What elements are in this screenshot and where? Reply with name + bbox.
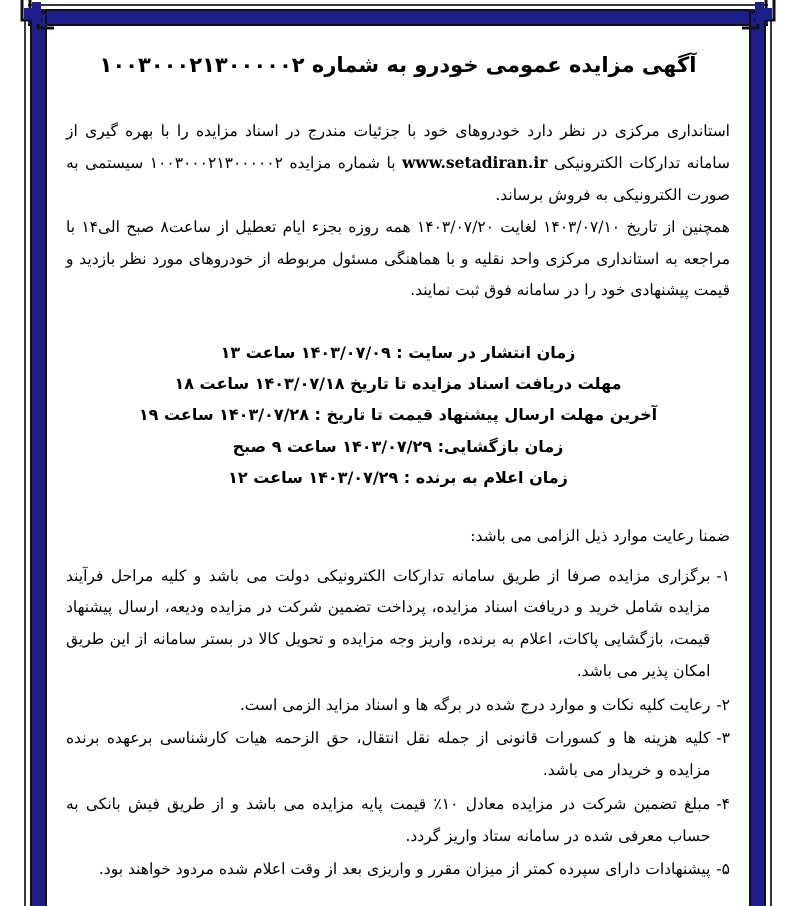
conditions-list xyxy=(58,561,738,887)
setadiran-website-link[interactable]: www.setadiran.ir xyxy=(402,153,548,173)
list-item-marker: ۱- xyxy=(716,566,730,585)
list-item-text: برگزاری مزایده صرفا از طریق سامانه تدارکات الکترونیکی دولت می باشد و کلیه مراحل فرآیند مزایده شامل خرید و دریافت اسناد مزایده، پرداخت تضمین شرکت در مزایده ودیعه، ارسال پیشنهاد قیمت، بازگشایی پاکات، اعلام به برنده، واریز وجه مزایده و تحویل کالا در بستر سامانه از این طریق امکان پذیر می باشد. xyxy=(66,566,711,680)
frame-top-hairline xyxy=(28,4,768,6)
intro-paragraph-part-b: با شماره مزایده ۱۰۰۳۰۰۰۲۱۳۰۰۰۰۰۲ سیستمی به صورت الکترونیکی به فروش برساند. xyxy=(66,154,730,205)
list-item xyxy=(66,854,730,886)
schedule-item-opening: زمان بازگشایی: ۱۴۰۳/۰۷/۲۹ ساعت ۹ صبح xyxy=(232,436,564,456)
list-item-text: رعایت کلیه نکات و موارد درج شده در برگه ها و اسناد مزاید الزمی است. xyxy=(239,695,711,714)
list-item-text: مبلغ تضمین شرکت در مزایده معادل ۱۰٪ قیمت پایه مزایده می باشد و از طریق فیش بانکی به حساب معرفی شده در سامانه ستاد واریز گردد. xyxy=(66,794,711,845)
list-item xyxy=(66,723,730,787)
frame-right-hairline xyxy=(770,9,772,906)
corner-ornament-top-right-icon xyxy=(734,0,780,44)
corner-ornament-top-left-icon xyxy=(16,0,62,44)
frame-top-bar xyxy=(28,9,768,26)
list-item-text: کلیه هزینه ها و کسورات قانونی از جمله نقل انتقال، حق الزحمه هیات کارشناسی برعهده برنده مزایده و خریدار می باشد. xyxy=(66,729,711,780)
list-item-marker: ۳- xyxy=(716,729,730,748)
document-content xyxy=(58,26,738,888)
intro-paragraph-part-a: استانداری مرکزی در نظر دارد خودروهای خود با جزئیات مندرج در اسناد مزایده را با بهره گیری از سامانه تدارکات الکترونیکی xyxy=(66,121,731,173)
list-item xyxy=(66,690,730,722)
page-title: آگهی مزایده عمومی خودرو به شماره ۱۰۰۳۰۰۰۲۱۳۰۰۰۰۰۲ xyxy=(99,53,697,77)
list-item-marker: ۲- xyxy=(716,695,730,714)
intro-paragraph xyxy=(58,116,738,212)
schedule-item-publish: زمان انتشار در سایت : ۱۴۰۳/۰۷/۰۹ ساعت ۱۳ xyxy=(220,343,576,363)
schedule-item-documents: مهلت دریافت اسناد مزایده تا تاریخ ۱۴۰۳/۰۷/۱۸ ساعت ۱۸ xyxy=(174,374,622,394)
list-item-marker: ۵- xyxy=(716,860,730,879)
frame-left-hairline xyxy=(24,9,26,906)
frame-right-bar xyxy=(749,9,766,906)
list-item-marker: ۴- xyxy=(716,794,730,813)
visit-period-paragraph: همچنین از تاریخ ۱۴۰۳/۰۷/۱۰ لغایت ۱۴۰۳/۰۷/۲۰ همه روزه بجزء ایام تعطیل از ساعت۸ صبح الی۱۴ با مراجعه به استانداری مرکزی واحد نقلیه و با هماهنگی مسئول مربوطه از خودروهای مورد نظر بازدید و قیمت پیشنهادی خود را در سامانه فوق ثبت نمایند. xyxy=(66,217,730,300)
list-item xyxy=(66,789,730,853)
schedule-list xyxy=(58,337,738,493)
list-item-text: پیشنهادات دارای سپرده کمتر از میزان مقرر و واریزی بعد از وقت اعلام شده مردود خواهند بود. xyxy=(98,860,711,879)
conditions-heading: ضمنا رعایت موارد ذیل الزامی می باشد: xyxy=(470,527,730,546)
frame-left-bar xyxy=(30,9,47,906)
schedule-item-bid-deadline: آخرین مهلت ارسال پیشنهاد قیمت تا تاریخ : ۱۴۰۳/۰۷/۲۸ ساعت ۱۹ xyxy=(138,405,658,425)
list-item xyxy=(66,561,730,688)
schedule-item-winner-announcement: زمان اعلام به برنده : ۱۴۰۳/۰۷/۲۹ ساعت ۱۲ xyxy=(228,467,568,487)
